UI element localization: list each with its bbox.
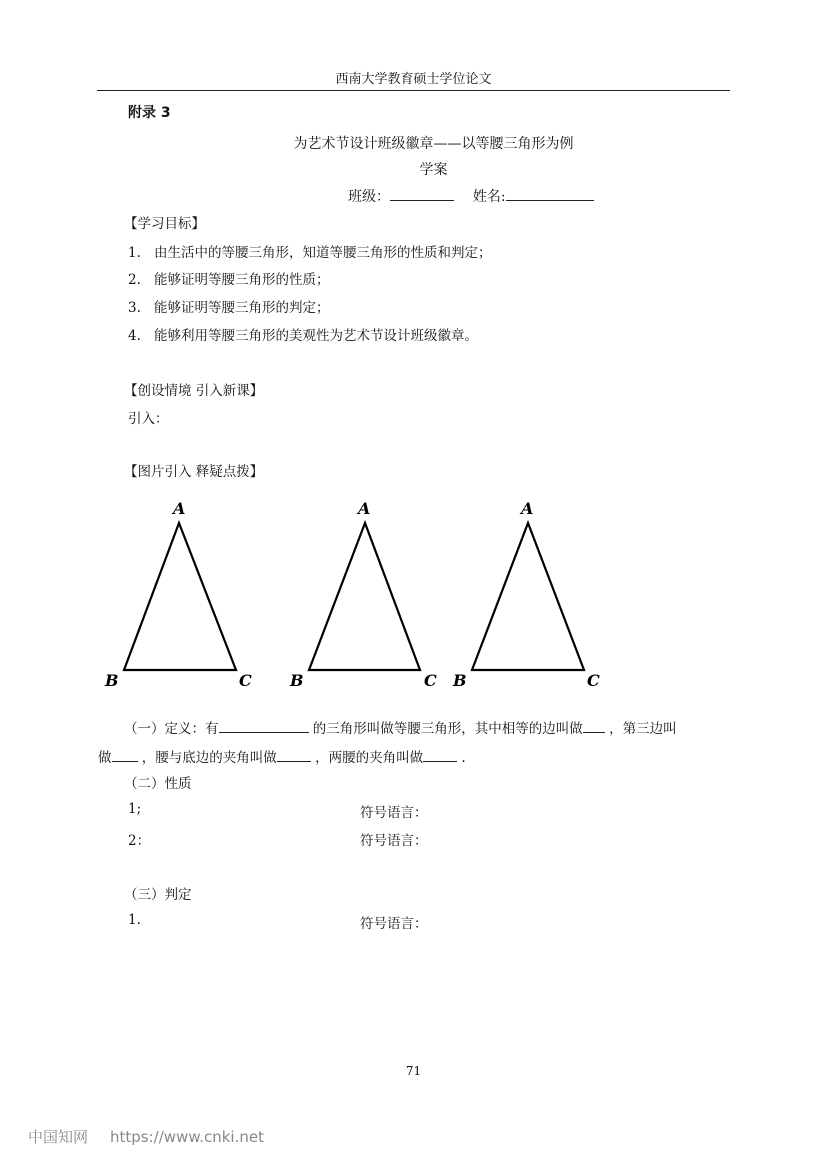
vertex-label-a: A bbox=[358, 499, 371, 518]
class-label: 班级： bbox=[348, 189, 390, 205]
triangle-2 bbox=[289, 499, 437, 690]
judgement-num: 1. bbox=[128, 912, 141, 928]
pictures-heading: 【图片引入 释疑点拨】 bbox=[124, 464, 264, 480]
definition-line-1: （一）定义：有 的三角形叫做等腰三角形，其中相等的边叫做 ，第三边叫 bbox=[124, 717, 677, 737]
goal-item: 4. 能够利用等腰三角形的美观性为艺术节设计班级徽章。 bbox=[128, 328, 478, 344]
definition-blank bbox=[112, 747, 138, 762]
page-number: 71 bbox=[405, 1064, 422, 1078]
vertex-label-a: A bbox=[521, 499, 534, 518]
triangle-3 bbox=[452, 499, 600, 690]
triangle-1 bbox=[104, 499, 252, 690]
definition-blank bbox=[583, 718, 605, 733]
footer-watermark bbox=[28, 1126, 264, 1147]
fill-in-row bbox=[348, 186, 594, 206]
header-rule bbox=[97, 90, 730, 91]
judgement-heading: （三）判定 bbox=[124, 887, 192, 903]
properties-heading: （二）性质 bbox=[124, 776, 192, 792]
definition-blank bbox=[219, 718, 309, 733]
goals-heading: 【学习目标】 bbox=[124, 216, 205, 232]
intro-label: 引入： bbox=[128, 411, 169, 427]
vertex-label-c: C bbox=[587, 671, 600, 690]
judgement-symbol-label: 符号语言： bbox=[360, 916, 428, 932]
vertex-label-b: B bbox=[105, 671, 119, 690]
goal-item: 3. 能够证明等腰三角形的判定； bbox=[128, 300, 330, 316]
property-num: 1; bbox=[128, 801, 142, 817]
definition-blank bbox=[423, 747, 457, 762]
name-blank bbox=[506, 186, 594, 201]
name-label: 姓名: bbox=[472, 189, 506, 205]
definition-blank bbox=[277, 747, 311, 762]
goal-item: 1. 由生活中的等腰三角形，知道等腰三角形的性质和判定； bbox=[128, 245, 492, 261]
running-header: 西南大学教育硕士学位论文 bbox=[335, 72, 492, 87]
property-symbol-label: 符号语言： bbox=[360, 833, 428, 849]
triangles-figure bbox=[97, 497, 617, 695]
class-blank bbox=[390, 186, 454, 201]
vertex-label-b: B bbox=[453, 671, 467, 690]
footer-url[interactable]: https://www.cnki.net bbox=[110, 1128, 264, 1146]
scenario-heading: 【创设情境 引入新课】 bbox=[124, 383, 264, 399]
goal-item: 2. 能够证明等腰三角形的性质； bbox=[128, 272, 330, 288]
page-subtitle: 学案 bbox=[419, 162, 448, 178]
footer-site: 中国知网 bbox=[28, 1128, 89, 1146]
definition-line-2: 做 ，腰与底边的夹角叫做 ，两腰的夹角叫做 . bbox=[98, 746, 466, 766]
appendix-label: 附录 3 bbox=[128, 105, 171, 121]
vertex-label-a: A bbox=[173, 499, 186, 518]
page-title: 为艺术节设计班级徽章——以等腰三角形为例 bbox=[293, 136, 574, 152]
vertex-label-c: C bbox=[239, 671, 252, 690]
vertex-label-c: C bbox=[424, 671, 437, 690]
property-symbol-label: 符号语言： bbox=[360, 805, 428, 821]
vertex-label-b: B bbox=[290, 671, 304, 690]
property-num: 2： bbox=[128, 833, 151, 849]
